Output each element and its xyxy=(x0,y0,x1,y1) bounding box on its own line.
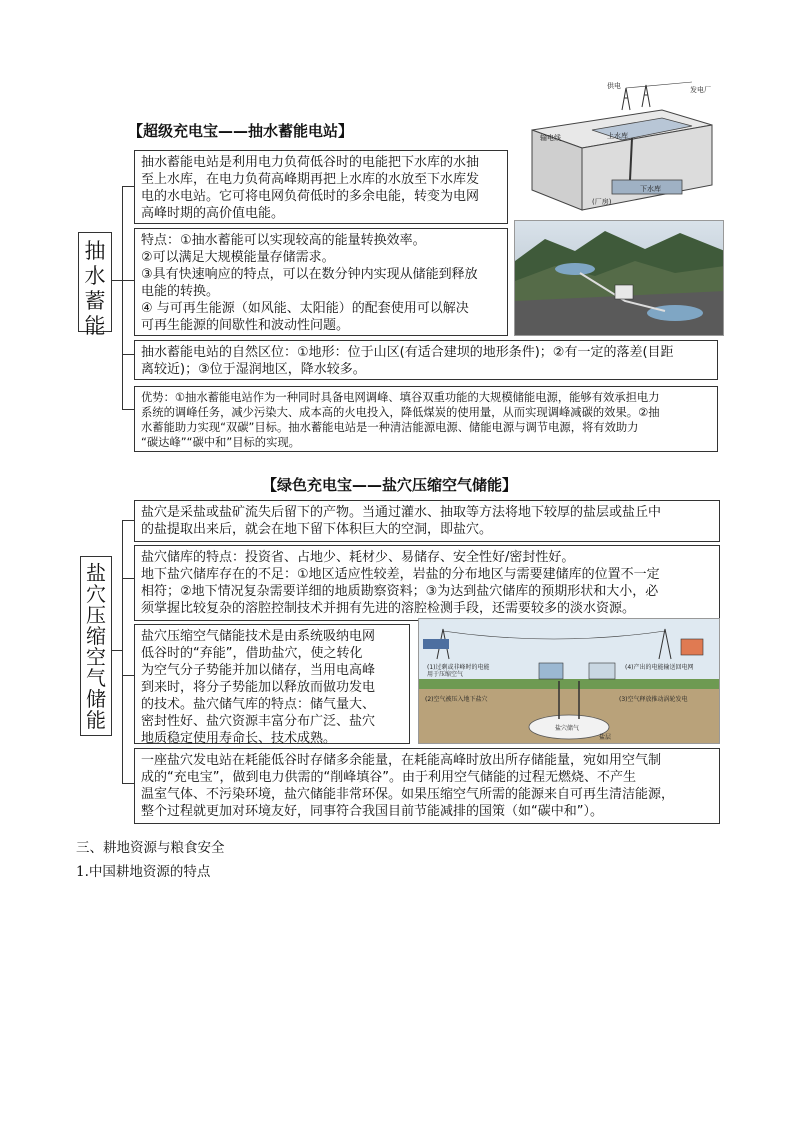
pumped-definition-box: 抽水蓄能电站是利用电力负荷低谷时的电能把下水库的水抽 至上水库，在电力负荷高峰期再把上水库的水放至下水库发 电的水电站。它可将电网负荷低时的多余电能，转变为电网 高峰时期的高价值电能。 xyxy=(134,150,508,224)
bracket-line xyxy=(122,520,123,783)
diagram-label-house: (厂房) xyxy=(592,198,612,206)
bracket-tick xyxy=(112,280,122,281)
salt-diagram-label-b: (4)产出的电能输送回电网 xyxy=(625,664,694,671)
pumped-storage-title: 【超级充电宝——抽水蓄能电站】 xyxy=(128,122,354,140)
salt-diagram-label-a: (1)过剩或非峰时的电能 xyxy=(427,664,490,671)
bracket-line xyxy=(122,186,123,409)
bracket-tick xyxy=(122,675,134,676)
pumped-location-box: 抽水蓄能电站的自然区位：①地形：位于山区(有适合建坝的地形条件)；②有一定的落差(目距 离较近)；③位于湿润地区，降水较多。 xyxy=(134,340,718,380)
salt-summary-box: 一座盐穴发电站在耗能低谷时存储多余能量，在耗能高峰时放出所存储能量，宛如用空气制 成的“充电宝”，做到电力供需的“削峰填谷”。由于利用空气储能的过程无燃烧、不产生 温室气体、不污染环境，盐穴储能非常环保。如果压缩空气所需的能源来自可再生清洁能源， 整个过程就更加对环境友好，同事符合我国目前节能减排的国策（如“碳中和”）。 xyxy=(134,748,720,824)
salt-diagram-label-f: 盐层 xyxy=(599,734,612,741)
bracket-tick xyxy=(122,186,134,187)
salt-features-box: 盐穴储库的特点：投资省、占地少、耗材少、易储存、安全性好/密封性好。 地下盐穴储库存在的不足：①地区适应性较差，岩盐的分布地区与需要建储库的位置不一定 相符；②地下情况复杂需要详细的地质勘察资料；③为达到盐穴储库的预期形状和大小，必 须掌握比较复杂的溶腔控制技术并拥有先进的溶腔检测手段，还需要较多的淡水资源。 xyxy=(134,545,720,621)
salt-definition-box: 盐穴是采盐或盐矿流失后留下的产物。当通过灌水、抽取等方法将地下较厚的盐层或盐丘中 的盐提取出来后，就会在地下留下体积巨大的空洞，即盐穴。 xyxy=(134,500,720,542)
salt-diagram-label-a2: 用于压缩空气 xyxy=(427,671,464,678)
bracket-tick xyxy=(122,354,134,355)
section-subheading: 1.中国耕地资源的特点 xyxy=(76,864,211,880)
bracket-tick xyxy=(122,520,134,521)
section-heading: 三、耕地资源与粮食安全 xyxy=(76,840,225,856)
salt-cavern-label: 盐 穴 压 缩 空 气 储 能 xyxy=(80,556,112,736)
diagram-label-lower: 下水库 xyxy=(640,185,661,193)
diagram-label-line: 输电线 xyxy=(540,134,561,142)
bracket-tick xyxy=(122,578,134,579)
diagram-label-upper: 上水库 xyxy=(607,132,628,140)
diagram-label-plant: 发电厂 xyxy=(690,86,711,94)
salt-diagram-label-c: (2)空气被压入地下盐穴 xyxy=(425,696,488,703)
pumped-advantages-box: 优势：①抽水蓄能电站作为一种同时具备电网调峰、填谷双重功能的大规模储能电源，能够有效承担电力 系统的调峰任务，减少污染大、成本高的火电投入，降低煤炭的使用量，从而实现调峰减碳的效果。②抽 水蓄能助力实现“双碳”目标。抽水蓄能电站是一种清洁能源电源、储能电源与调节电源，将有效助力 “碳达峰”“碳中和”目标的实现。 xyxy=(134,386,718,452)
bracket-tick xyxy=(122,280,134,281)
pumped-storage-label: 抽 水 蓄 能 xyxy=(78,232,112,332)
bracket-tick xyxy=(122,783,134,784)
salt-cavern-title: 【绿色充电宝——盐穴压缩空气储能】 xyxy=(262,476,518,494)
pumped-features-box: 特点：①抽水蓄能可以实现较高的能量转换效率。 ②可以满足大规模能量存储需求。 ③具有快速响应的特点，可以在数分钟内实现从储能到释放 电能的转换。 ④ 与可再生能源（如风能、太阳能）的配套使用可以解决 可再生能源的间歇性和波动性问题。 xyxy=(134,228,508,336)
pumped-storage-diagram xyxy=(512,80,724,216)
mountain-reservoir-illustration xyxy=(514,220,724,336)
diagram-label-supply: 供电 xyxy=(607,82,621,90)
salt-cavern-diagram xyxy=(418,618,720,744)
bracket-tick xyxy=(122,409,134,410)
salt-technology-box: 盐穴压缩空气储能技术是由系统吸纳电网 低谷时的“弃能”，借助盐穴，使之转化 为空气分子势能并加以储存，当用电高峰 到来时，将分子势能加以释放而做功发电 的技术。盐穴储气库的特点：储气量大、 密封性好、盐穴资源丰富分布广泛、盐穴 地质稳定使用寿命长、技术成熟。 xyxy=(134,624,410,744)
salt-diagram-label-d: (3)空气释放推动涡轮发电 xyxy=(619,696,688,703)
salt-diagram-label-e: 盐穴储气 xyxy=(555,725,580,732)
bracket-tick xyxy=(112,650,122,651)
